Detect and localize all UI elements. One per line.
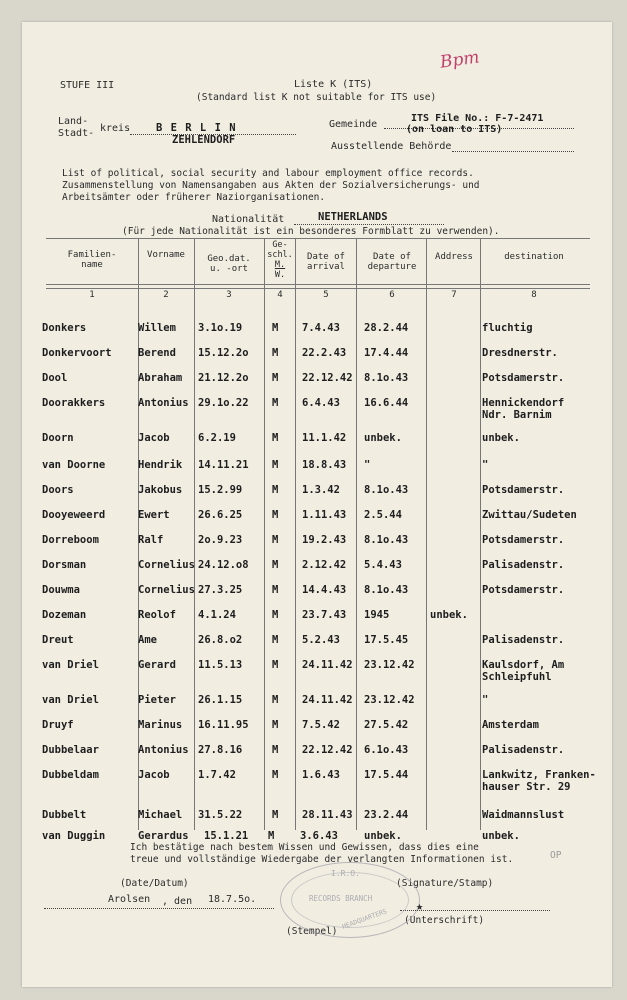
date-dotline [44,908,274,909]
liste-note: (Standard list K not suitable for ITS use) [196,92,437,103]
cell-departure: 16.6.44 [364,397,409,409]
col-number: 8 [531,290,537,300]
cell-geschlecht: M [272,584,279,596]
cell-departure: " [364,459,371,471]
cell-vorname: Ame [138,634,157,646]
nationality-value: NETHERLANDS [318,211,388,223]
on-loan-note: (on loan to ITS) [406,124,503,135]
cell-geschlecht: M [272,534,279,546]
cell-departure: unbek. [364,830,402,842]
star-icon: ★ [416,899,424,913]
cell-destination: Potsdamerstr. [482,534,565,546]
col-number: 6 [389,290,395,300]
cell-familienname: Dooyeweerd [42,509,106,521]
cell-arrival: 28.11.43 [302,809,353,821]
col-number: 4 [277,290,283,300]
col-divider-5 [356,238,357,830]
cell-departure: 8.1o.43 [364,584,409,596]
cell-vorname: Pieter [138,694,176,706]
cell-destination: Waidmannslust [482,809,565,821]
cell-vorname: Abraham [138,372,183,384]
cell-vorname: Jacob [138,769,170,781]
cell-arrival: 23.7.43 [302,609,347,621]
description-line-2: Zusammenstellung von Namensangaben aus Akten der Sozialversicherungs- und [62,180,480,191]
behoerde-dotline [452,151,574,152]
cell-departure: 8.1o.43 [364,534,409,546]
its-file-number: ITS File No.: F-7-2471 [411,113,544,124]
cell-destination: Hennickendorf [482,397,565,409]
cell-geburt: 15.2.99 [198,484,243,496]
den-label: , den [162,896,193,907]
cell-geschlecht: M [272,659,279,671]
col-number: 5 [323,290,329,300]
cell-destination: Dresdnerstr. [482,347,558,359]
cell-geschlecht: M [272,397,279,409]
cell-arrival: 7.5.42 [302,719,340,731]
cell-familienname: Dreut [42,634,74,646]
cell-familienname: Doorn [42,432,74,444]
nationality-dotline [294,224,444,225]
cell-geschlecht: M [272,634,279,646]
handwritten-initials: Bpm [438,47,481,73]
col-divider-2 [194,238,195,830]
cell-departure: 2.5.44 [364,509,402,521]
cell-vorname: Cornelius [138,559,195,571]
cell-destination: Amsterdam [482,719,539,731]
cell-arrival: 11.1.42 [302,432,347,444]
cell-geschlecht: M [272,694,279,706]
cell-destination: " [482,694,489,706]
cell-destination: Palisadenstr. [482,634,565,646]
cell-destination: unbek. [482,432,520,444]
col-number: 7 [451,290,457,300]
cell-arrival: 19.2.43 [302,534,347,546]
stadt-label: Stadt- [58,128,95,139]
cell-vorname: Jakobus [138,484,183,496]
cell-familienname: Dubbeldam [42,769,99,781]
cell-arrival: 6.4.43 [302,397,340,409]
table-header-rule-2 [46,288,590,289]
cell-arrival: 1.3.42 [302,484,340,496]
cell-arrival: 24.11.42 [302,659,353,671]
cell-familienname: Douwma [42,584,80,596]
cell-destination-line-2: Ndr. Barnim [482,409,552,421]
cell-vorname: Berend [138,347,176,359]
cell-vorname: Reolof [138,609,176,621]
cell-vorname: Ralf [138,534,164,546]
cell-familienname: Druyf [42,719,74,731]
cell-departure: 27.5.42 [364,719,409,731]
cell-geburt: 27.3.25 [198,584,243,596]
cell-destination-line-2: Schleipfuhl [482,671,552,683]
behoerde-label: Ausstellende Behörde [331,141,452,152]
cell-departure: unbek. [364,432,402,444]
cell-geburt: 4.1.24 [198,609,236,621]
cell-destination: Potsdamerstr. [482,372,565,384]
cell-vorname: Marinus [138,719,183,731]
unterschrift-label: (Unterschrift) [404,915,485,926]
cell-geschlecht: M [272,509,279,521]
cell-departure: 23.12.42 [364,694,415,706]
cell-geschlecht: M [268,830,275,842]
stamp-mid-text: RECORDS BRANCH [309,894,373,903]
col-header-vorname: Vorname [147,250,185,260]
place-value: Arolsen [108,894,151,905]
cell-familienname: van Driel [42,694,99,706]
cell-familienname: Dorsman [42,559,87,571]
cell-arrival: 18.8.43 [302,459,347,471]
cell-arrival: 2.12.42 [302,559,347,571]
kreis-label: kreis [100,123,131,134]
cell-geschlecht: M [272,809,279,821]
cell-geburt: 15.12.2o [198,347,249,359]
cell-familienname: Dool [42,372,68,384]
table-header-rule [46,284,590,285]
col-header-address: Address [435,252,473,262]
confirmation-line-2: treue und vollständige Wiedergabe der verlangten Informationen ist. [130,854,514,865]
cell-geburt: 14.11.21 [198,459,249,471]
stamp-bottom-text: HEADQUARTERS [341,907,388,931]
kreis-sub: ZEHLENDORF [172,134,236,146]
date-value: 18.7.5o. [208,894,257,905]
cell-familienname: van Doorne [42,459,106,471]
col-number: 3 [226,290,232,300]
cell-familienname: Doors [42,484,74,496]
cell-vorname: Ewert [138,509,170,521]
liste-title: Liste K (ITS) [294,79,373,90]
cell-vorname: Hendrik [138,459,183,471]
cell-departure: 6.1o.43 [364,744,409,756]
cell-geburt: 26.6.25 [198,509,243,521]
nationality-label: Nationalität [212,214,285,225]
description-line-3: Arbeitsämter oder früherer Naziorganisationen. [62,192,326,203]
cell-departure: 8.1o.43 [364,372,409,384]
table-top-rule [46,238,590,239]
col-divider-6 [426,238,427,830]
cell-destination: Zwittau/Sudeten [482,509,577,521]
cell-vorname: Antonius [138,744,189,756]
cell-geburt: 11.5.13 [198,659,243,671]
col-divider-4 [295,238,296,830]
cell-arrival: 1.11.43 [302,509,347,521]
cell-arrival: 14.4.43 [302,584,347,596]
col-divider-3 [264,238,265,830]
description-line-1: List of political, social security and labour employment office records. [62,168,474,179]
cell-geschlecht: M [272,459,279,471]
cell-geburt: 1.7.42 [198,769,236,781]
cell-departure: 8.1o.43 [364,484,409,496]
date-label: (Date/Datum) [120,878,189,889]
cell-geschlecht: M [272,559,279,571]
col-number: 2 [163,290,169,300]
cell-arrival: 5.2.43 [302,634,340,646]
cell-familienname: Doorakkers [42,397,106,409]
cell-geschlecht: M [272,769,279,781]
cell-vorname: Jacob [138,432,170,444]
gemeinde-label: Gemeinde [329,119,378,130]
col-header-geburt: Geo.dat. u. -ort [207,254,251,274]
stamp-top-text: I.R.O. [331,869,360,878]
cell-arrival: 7.4.43 [302,322,340,334]
cell-destination: unbek. [482,830,520,842]
cell-geburt: 6.2.19 [198,432,236,444]
cell-geschlecht: M [272,484,279,496]
cell-geschlecht: M [272,372,279,384]
stufe-label: STUFE III [60,80,115,91]
cell-arrival: 22.2.43 [302,347,347,359]
cell-geburt: 27.8.16 [198,744,243,756]
col-header-familienname: Familien- name [67,250,117,270]
cell-geschlecht: M [272,432,279,444]
cell-arrival: 1.6.43 [302,769,340,781]
cell-familienname: van Driel [42,659,99,671]
confirmation-line-1: Ich bestätige nach bestem Wissen und Gewissen, dass dies eine [130,842,479,853]
cell-departure: 17.5.45 [364,634,409,646]
cell-geschlecht: M [272,609,279,621]
land-label: Land- [58,116,89,127]
cell-geburt: 21.12.2o [198,372,249,384]
cell-geburt: 29.1o.22 [198,397,249,409]
cell-departure: 1945 [364,609,390,621]
col-divider-7 [480,238,481,830]
cell-arrival: 22.12.42 [302,744,353,756]
cell-familienname: Donkers [42,322,87,334]
cell-familienname: Dozeman [42,609,87,621]
cell-geburt: 15.1.21 [204,830,249,842]
cell-departure: 28.2.44 [364,322,409,334]
col-header-arrival: Date of arrival [307,252,345,272]
document-page [22,22,612,987]
cell-destination: Potsdamerstr. [482,584,565,596]
col-number: 1 [89,290,95,300]
cell-familienname: Donkervoort [42,347,112,359]
cell-departure: 23.12.42 [364,659,415,671]
cell-familienname: Dubbelaar [42,744,99,756]
cell-destination: Lankwitz, Franken- [482,769,596,781]
cell-arrival: 24.11.42 [302,694,353,706]
cell-arrival: 3.6.43 [300,830,338,842]
cell-departure: 17.5.44 [364,769,409,781]
col-header-geschlecht: Ge- schl. M. W. [267,240,293,280]
stempel-label: (Stempel) [286,926,338,937]
cell-destination: fluchtig [482,322,533,334]
cell-familienname: Dubbelt [42,809,87,821]
cell-geschlecht: M [272,719,279,731]
cell-destination: " [482,459,489,471]
cell-geburt: 3.1o.19 [198,322,243,334]
cell-departure: 5.4.43 [364,559,402,571]
cell-arrival: 22.12.42 [302,372,353,384]
cell-destination: Potsdamerstr. [482,484,565,496]
cell-destination: Palisadenstr. [482,744,565,756]
cell-geschlecht: M [272,322,279,334]
cell-geschlecht: M [272,744,279,756]
col-header-departure: Date of departure [367,252,417,272]
margin-mark: OP [550,850,562,861]
cell-vorname: Gerard [138,659,176,671]
cell-destination-line-2: hauser Str. 29 [482,781,571,793]
cell-departure: 23.2.44 [364,809,409,821]
cell-vorname: Willem [138,322,176,334]
cell-vorname: Antonius [138,397,189,409]
nationality-note: (Für jede Nationalität ist ein besonderes Formblatt zu verwenden). [122,226,500,237]
cell-departure: 17.4.44 [364,347,409,359]
cell-vorname: Cornelius [138,584,195,596]
signature-label: (Signature/Stamp) [396,878,494,889]
cell-vorname: Gerardus [138,830,189,842]
cell-vorname: Michael [138,809,183,821]
cell-destination: Kaulsdorf, Am [482,659,565,671]
cell-geburt: 16.11.95 [198,719,249,731]
iro-stamp [280,862,420,938]
cell-geburt: 26.8.o2 [198,634,243,646]
cell-geburt: 24.12.o8 [198,559,249,571]
cell-geschlecht: M [272,347,279,359]
cell-familienname: Dorreboom [42,534,99,546]
kreis-value: B E R L I N [156,122,237,134]
cell-familienname: van Duggin [42,830,106,842]
cell-geburt: 26.1.15 [198,694,243,706]
cell-geburt: 2o.9.23 [198,534,243,546]
cell-geburt: 31.5.22 [198,809,243,821]
cell-destination: Palisadenstr. [482,559,565,571]
cell-address: unbek. [430,609,468,621]
col-header-destination: destination [504,252,564,262]
